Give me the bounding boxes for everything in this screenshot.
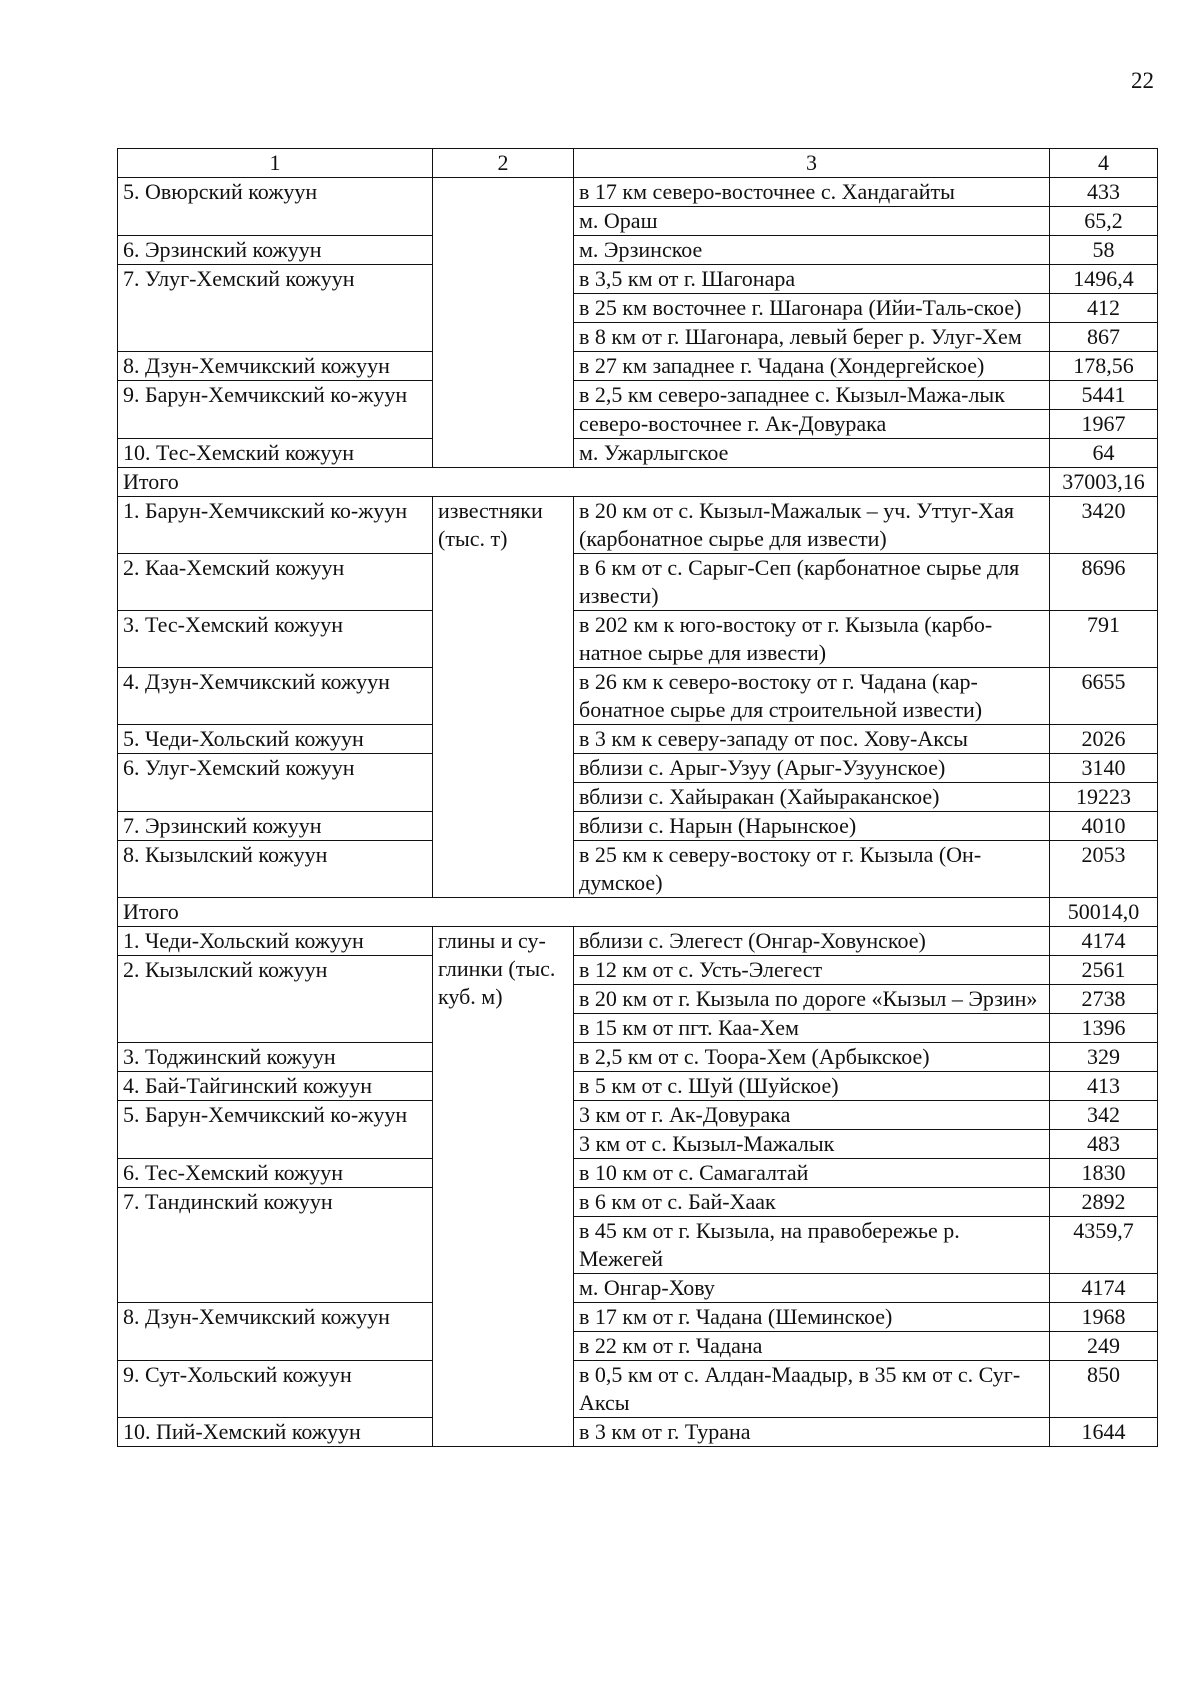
location-cell: вблизи с. Элегест (Онгар-Ховунское) [574, 927, 1050, 956]
location-cell: северо-восточнее г. Ак-Довурака [574, 410, 1050, 439]
location-cell: 3 км от с. Кызыл-Мажалык [574, 1130, 1050, 1159]
district-cell: 1. Чеди-Хольский кожуун [118, 927, 433, 956]
district-cell: 8. Дзун-Хемчикский кожуун [118, 352, 433, 381]
table-row [118, 497, 1158, 554]
location-cell: вблизи с. Арыг-Узуу (Арыг-Узуунское) [574, 754, 1050, 783]
value-cell: 2561 [1050, 956, 1158, 985]
location-cell: в 10 км от с. Самагалтай [574, 1159, 1050, 1188]
location-cell: м. Ужарлыгское [574, 439, 1050, 468]
table-row [118, 439, 1158, 468]
district-cell: 7. Эрзинский кожуун [118, 812, 433, 841]
value-cell: 1968 [1050, 1303, 1158, 1332]
value-cell: 64 [1050, 439, 1158, 468]
value-cell: 2892 [1050, 1188, 1158, 1217]
location-cell: вблизи с. Нарын (Нарынское) [574, 812, 1050, 841]
value-cell: 2026 [1050, 725, 1158, 754]
total-row [118, 898, 1158, 927]
table-row [118, 1303, 1158, 1332]
location-cell: в 26 км к северо-востоку от г. Чадана (кар-бонатное сырье для строительной извести) [574, 668, 1050, 725]
material-cell [433, 439, 574, 468]
header-row [118, 149, 1158, 178]
table-row [118, 1159, 1158, 1188]
value-cell: 4359,7 [1050, 1217, 1158, 1274]
table-row [118, 754, 1158, 783]
value-cell: 65,2 [1050, 207, 1158, 236]
district-cell: 6. Тес-Хемский кожуун [118, 1159, 433, 1188]
district-cell: 1. Барун-Хемчикский ко-жуун [118, 497, 433, 554]
table-row [118, 352, 1158, 381]
district-cell: 5. Чеди-Хольский кожуун [118, 725, 433, 754]
table-row [118, 381, 1158, 410]
value-cell: 1967 [1050, 410, 1158, 439]
location-cell: в 17 км от г. Чадана (Шеминское) [574, 1303, 1050, 1332]
value-cell: 2053 [1050, 841, 1158, 898]
location-cell: в 17 км северо-восточнее с. Хандагайты [574, 178, 1050, 207]
material-cell [433, 352, 574, 439]
location-cell: м. Ораш [574, 207, 1050, 236]
location-cell: в 3 км от г. Турана [574, 1418, 1050, 1447]
table-row [118, 668, 1158, 725]
total-label: Итого [118, 468, 1050, 497]
district-cell: 5. Овюрский кожуун [118, 178, 433, 236]
table-row [118, 1043, 1158, 1072]
table-row [118, 265, 1158, 294]
table-row [118, 611, 1158, 668]
district-cell: 7. Улуг-Хемский кожуун [118, 265, 433, 352]
district-cell: 6. Улуг-Хемский кожуун [118, 754, 433, 812]
table-row [118, 1101, 1158, 1130]
location-cell: в 12 км от с. Усть-Элегест [574, 956, 1050, 985]
value-cell: 433 [1050, 178, 1158, 207]
location-cell: 3 км от г. Ак-Довурака [574, 1101, 1050, 1130]
location-cell: в 27 км западнее г. Чадана (Хондергейское) [574, 352, 1050, 381]
value-cell: 3140 [1050, 754, 1158, 783]
location-cell: м. Эрзинское [574, 236, 1050, 265]
value-cell: 3420 [1050, 497, 1158, 554]
value-cell: 2738 [1050, 985, 1158, 1014]
location-cell: в 20 км от с. Кызыл-Мажалык – уч. Уттуг-Хая (карбонатное сырье для извести) [574, 497, 1050, 554]
value-cell: 867 [1050, 323, 1158, 352]
value-cell: 342 [1050, 1101, 1158, 1130]
total-label: Итого [118, 898, 1050, 927]
table-row [118, 1418, 1158, 1447]
location-cell: в 3,5 км от г. Шагонара [574, 265, 1050, 294]
value-cell: 4174 [1050, 1274, 1158, 1303]
total-value: 37003,16 [1050, 468, 1158, 497]
deposits-table [117, 148, 1158, 1447]
value-cell: 1396 [1050, 1014, 1158, 1043]
district-cell: 7. Тандинский кожуун [118, 1188, 433, 1303]
location-cell: в 20 км от г. Кызыла по дороге «Кызыл – Эрзин» [574, 985, 1050, 1014]
value-cell: 791 [1050, 611, 1158, 668]
table-row [118, 841, 1158, 898]
table-row [118, 812, 1158, 841]
header-col-1: 1 [118, 149, 433, 178]
value-cell: 329 [1050, 1043, 1158, 1072]
location-cell: м. Онгар-Хову [574, 1274, 1050, 1303]
value-cell: 4010 [1050, 812, 1158, 841]
district-cell: 9. Сут-Хольский кожуун [118, 1361, 433, 1418]
location-cell: в 25 км восточнее г. Шагонара (Ийи-Таль-ское) [574, 294, 1050, 323]
header-col-4: 4 [1050, 149, 1158, 178]
location-cell: в 2,5 км северо-западнее с. Кызыл-Мажа-лык [574, 381, 1050, 410]
district-cell: 10. Тес-Хемский кожуун [118, 439, 433, 468]
table-row [118, 1188, 1158, 1217]
district-cell: 9. Барун-Хемчикский ко-жуун [118, 381, 433, 439]
value-cell: 1496,4 [1050, 265, 1158, 294]
location-cell: в 0,5 км от с. Алдан-Маадыр, в 35 км от с. Суг-Аксы [574, 1361, 1050, 1418]
table-row [118, 927, 1158, 956]
value-cell: 1644 [1050, 1418, 1158, 1447]
table-row [118, 1361, 1158, 1418]
location-cell: в 6 км от с. Сарыг-Сеп (карбонатное сырье для извести) [574, 554, 1050, 611]
district-cell: 2. Каа-Хемский кожуун [118, 554, 433, 611]
value-cell: 1830 [1050, 1159, 1158, 1188]
table-row [118, 554, 1158, 611]
value-cell: 5441 [1050, 381, 1158, 410]
value-cell: 249 [1050, 1332, 1158, 1361]
value-cell: 58 [1050, 236, 1158, 265]
value-cell: 19223 [1050, 783, 1158, 812]
district-cell: 6. Эрзинский кожуун [118, 236, 433, 265]
total-row [118, 468, 1158, 497]
location-cell: в 25 км к северу-востоку от г. Кызыла (Он-думское) [574, 841, 1050, 898]
location-cell: в 2,5 км от с. Тоора-Хем (Арбыкское) [574, 1043, 1050, 1072]
district-cell: 3. Тоджинский кожуун [118, 1043, 433, 1072]
material-cell: глины и су-глинки (тыс. куб. м) [433, 927, 574, 1447]
material-cell [433, 178, 574, 352]
table-row [118, 956, 1158, 985]
location-cell: вблизи с. Хайыракан (Хайыраканское) [574, 783, 1050, 812]
location-cell: в 202 км к юго-востоку от г. Кызыла (карбо-натное сырье для извести) [574, 611, 1050, 668]
location-cell: в 5 км от с. Шуй (Шуйское) [574, 1072, 1050, 1101]
table-row [118, 1072, 1158, 1101]
district-cell: 4. Бай-Тайгинский кожуун [118, 1072, 433, 1101]
value-cell: 850 [1050, 1361, 1158, 1418]
value-cell: 8696 [1050, 554, 1158, 611]
page-number: 22 [1131, 68, 1154, 93]
location-cell: в 6 км от с. Бай-Хаак [574, 1188, 1050, 1217]
value-cell: 483 [1050, 1130, 1158, 1159]
total-value: 50014,0 [1050, 898, 1158, 927]
district-cell: 2. Кызылский кожуун [118, 956, 433, 1043]
value-cell: 412 [1050, 294, 1158, 323]
district-cell: 8. Дзун-Хемчикский кожуун [118, 1303, 433, 1361]
value-cell: 6655 [1050, 668, 1158, 725]
location-cell: в 3 км к северу-западу от пос. Хову-Аксы [574, 725, 1050, 754]
header-col-2: 2 [433, 149, 574, 178]
location-cell: в 22 км от г. Чадана [574, 1332, 1050, 1361]
material-cell: известняки (тыс. т) [433, 497, 574, 898]
location-cell: в 8 км от г. Шагонара, левый берег р. Улуг-Хем [574, 323, 1050, 352]
district-cell: 5. Барун-Хемчикский ко-жуун [118, 1101, 433, 1159]
value-cell: 178,56 [1050, 352, 1158, 381]
district-cell: 10. Пий-Хемский кожуун [118, 1418, 433, 1447]
table-row [118, 236, 1158, 265]
table-row [118, 178, 1158, 207]
location-cell: в 15 км от пгт. Каа-Хем [574, 1014, 1050, 1043]
header-col-3: 3 [574, 149, 1050, 178]
district-cell: 8. Кызылский кожуун [118, 841, 433, 898]
value-cell: 4174 [1050, 927, 1158, 956]
table-row [118, 725, 1158, 754]
district-cell: 4. Дзун-Хемчикский кожуун [118, 668, 433, 725]
district-cell: 3. Тес-Хемский кожуун [118, 611, 433, 668]
value-cell: 413 [1050, 1072, 1158, 1101]
location-cell: в 45 км от г. Кызыла, на правобережье р. Межегей [574, 1217, 1050, 1274]
